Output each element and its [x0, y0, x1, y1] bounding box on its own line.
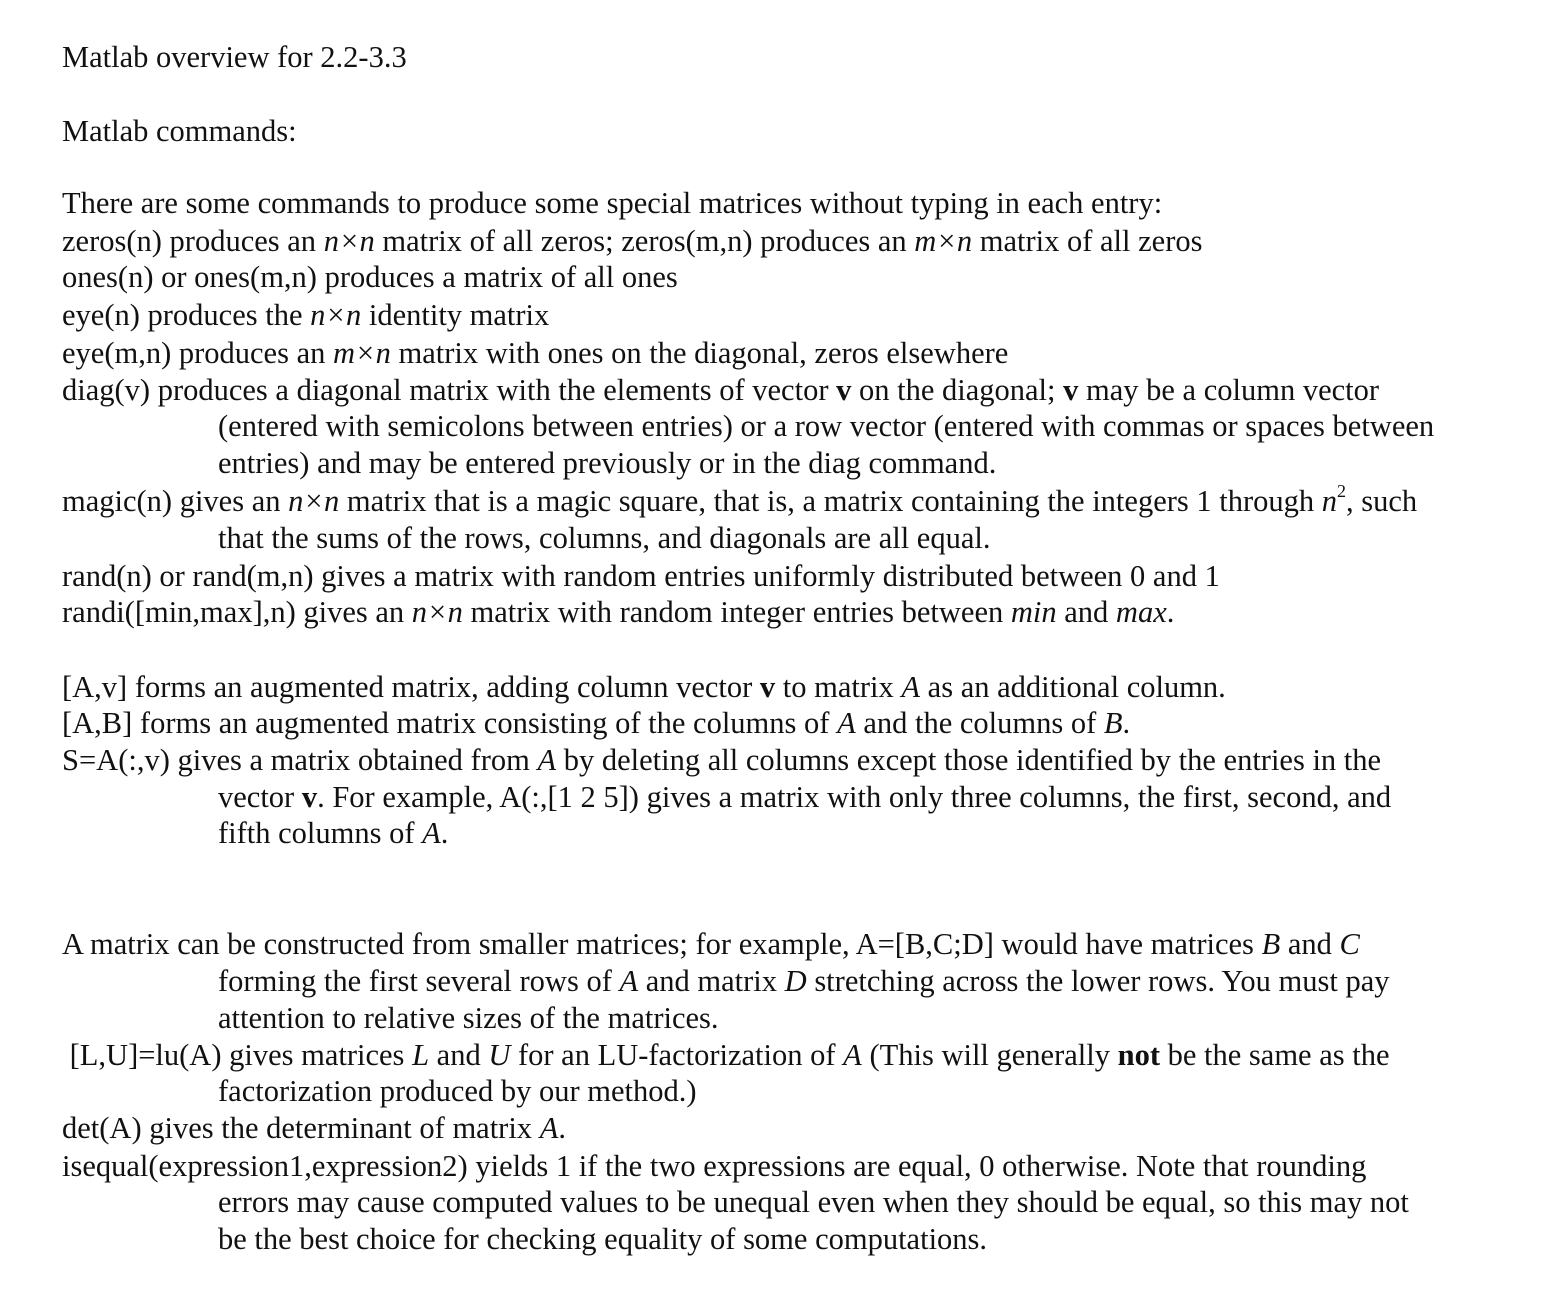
vector-symbol: v — [1063, 373, 1079, 407]
matrix-symbol: A — [537, 743, 557, 777]
ones-line: ones(n) or ones(m,n) produces a matrix of all ones — [62, 260, 678, 294]
matrix-symbol: A — [901, 670, 921, 704]
augmented-av-line — [62, 672, 1226, 703]
rand-line: rand(n) or rand(m,n) gives a matrix with random entries uniformly distributed between 0 and 1 — [62, 559, 1220, 593]
det-line — [62, 1113, 566, 1144]
matrix-symbol: A — [619, 964, 639, 998]
text: S=A(:,v) gives a matrix obtained from — [62, 743, 538, 777]
text: on the diagonal; — [851, 373, 1064, 407]
text: . For example, A(:,[1 2 5]) gives a matrix with only three columns, the first, second, and — [317, 780, 1392, 814]
magic-line-1 — [62, 481, 1418, 518]
text: [A,B] forms an augmented matrix consisting of the columns of — [62, 706, 838, 740]
matrix-symbol: B — [1103, 706, 1123, 740]
text: . — [440, 816, 449, 850]
text: and — [1056, 595, 1116, 629]
italic-term: min — [1010, 595, 1057, 629]
vector-symbol: v — [836, 373, 852, 407]
matrix-symbol: U — [488, 1038, 511, 1072]
text: zeros(n) produces an — [62, 224, 324, 258]
text: eye(n) produces the — [62, 298, 311, 332]
magic-line-2: that the sums of the rows, columns, and diagonals are all equal. — [218, 521, 991, 555]
text: randi([min,max],n) gives an — [62, 595, 412, 629]
matrix-symbol: A — [837, 706, 856, 740]
text: forming the first several rows of — [218, 964, 620, 998]
text: (This will generally — [861, 1038, 1118, 1072]
text: , such — [1346, 484, 1418, 518]
diag-line-1 — [62, 375, 1379, 406]
text: for an LU-factorization of — [510, 1038, 844, 1072]
augmented-ab-line — [62, 708, 1130, 739]
eye-mn-line — [62, 338, 1008, 369]
text: . — [558, 1111, 566, 1145]
emphasis: not — [1117, 1038, 1160, 1072]
isequal-line-3: be the best choice for checking equality of some computations. — [218, 1222, 988, 1256]
isequal-line-2: errors may cause computed values to be unequal even when they should be equal, so this may not — [218, 1185, 1409, 1219]
lu-line-1 — [62, 1040, 1390, 1071]
text: diag(v) produces a diagonal matrix with the elements of vector — [62, 373, 837, 407]
text: fifth columns of — [218, 816, 423, 850]
text: identity matrix — [361, 298, 550, 332]
math: n — [1321, 484, 1338, 518]
exponent: 2 — [1337, 481, 1347, 501]
matrix-symbol: A — [539, 1111, 559, 1145]
matrix-symbol: D — [784, 964, 807, 998]
vector-symbol: v — [759, 670, 776, 704]
text: . — [1166, 595, 1175, 629]
text: vector — [218, 780, 302, 814]
text: may be a column vector — [1078, 373, 1380, 407]
text: and — [1280, 927, 1340, 961]
text: matrix with random integer entries between — [462, 595, 1011, 629]
text: and — [429, 1038, 489, 1072]
text: and matrix — [638, 964, 785, 998]
lu-line-2: factorization produced by our method.) — [218, 1074, 697, 1108]
page-title: Matlab overview for 2.2-3.3 — [62, 40, 407, 74]
text: . — [1122, 706, 1131, 740]
math: n×n — [411, 595, 463, 629]
text: to matrix — [775, 670, 902, 704]
math: n×n — [288, 484, 340, 518]
text: by deleting all columns except those identified by the entries in the — [556, 743, 1382, 777]
matrix-symbol: C — [1339, 927, 1360, 961]
text: matrix of all zeros; zeros(m,n) produces an — [374, 224, 915, 258]
text: [L,U]=lu(A) gives matrices — [62, 1038, 413, 1072]
construct-line-2 — [218, 966, 1390, 997]
math: n×n — [310, 298, 362, 332]
text: stretching across the lower rows. You must pay — [806, 964, 1390, 998]
text: and the columns of — [855, 706, 1104, 740]
text: magic(n) gives an — [62, 484, 289, 518]
math: m×n — [333, 336, 391, 370]
zeros-line — [62, 226, 1202, 257]
text: matrix that is a magic square, that is, a matrix containing the integers 1 through — [339, 484, 1322, 518]
text: det(A) gives the determinant of matrix — [62, 1111, 540, 1145]
matrix-symbol: B — [1261, 927, 1281, 961]
construct-line-3: attention to relative sizes of the matrices. — [218, 1001, 719, 1035]
randi-line — [62, 597, 1174, 628]
construct-line-1 — [62, 929, 1360, 960]
section-heading: Matlab commands: — [62, 114, 297, 148]
text: eye(m,n) produces an — [62, 336, 334, 370]
text: matrix with ones on the diagonal, zeros elsewhere — [390, 336, 1009, 370]
math: m×n — [914, 224, 973, 258]
isequal-line-1: isequal(expression1,expression2) yields 1 if the two expressions are equal, 0 otherwise. Note that rounding — [62, 1149, 1367, 1183]
matrix-symbol: A — [843, 1038, 862, 1072]
text: A matrix can be constructed from smaller matrices; for example, A=[B,C;D] would have matrices — [62, 927, 1262, 961]
intro-text: There are some commands to produce some special matrices without typing in each entry: — [62, 186, 1163, 220]
submatrix-line-3 — [218, 818, 448, 849]
text: matrix of all zeros — [972, 224, 1203, 258]
italic-term: max — [1115, 595, 1167, 629]
matrix-symbol: L — [412, 1038, 430, 1072]
math: n×n — [323, 224, 375, 258]
eye-n-line — [62, 300, 549, 331]
diag-line-2: (entered with semicolons between entries) or a row vector (entered with commas or spaces between — [218, 409, 1435, 443]
submatrix-line-1 — [62, 745, 1381, 776]
text: be the same as the — [1159, 1038, 1390, 1072]
submatrix-line-2 — [218, 782, 1391, 813]
matrix-symbol: A — [422, 816, 441, 850]
text: [A,v] forms an augmented matrix, adding column vector — [62, 670, 760, 704]
vector-symbol: v — [301, 780, 318, 814]
text: as an additional column. — [920, 670, 1226, 704]
diag-line-3: entries) and may be entered previously or in the diag command. — [218, 446, 997, 480]
